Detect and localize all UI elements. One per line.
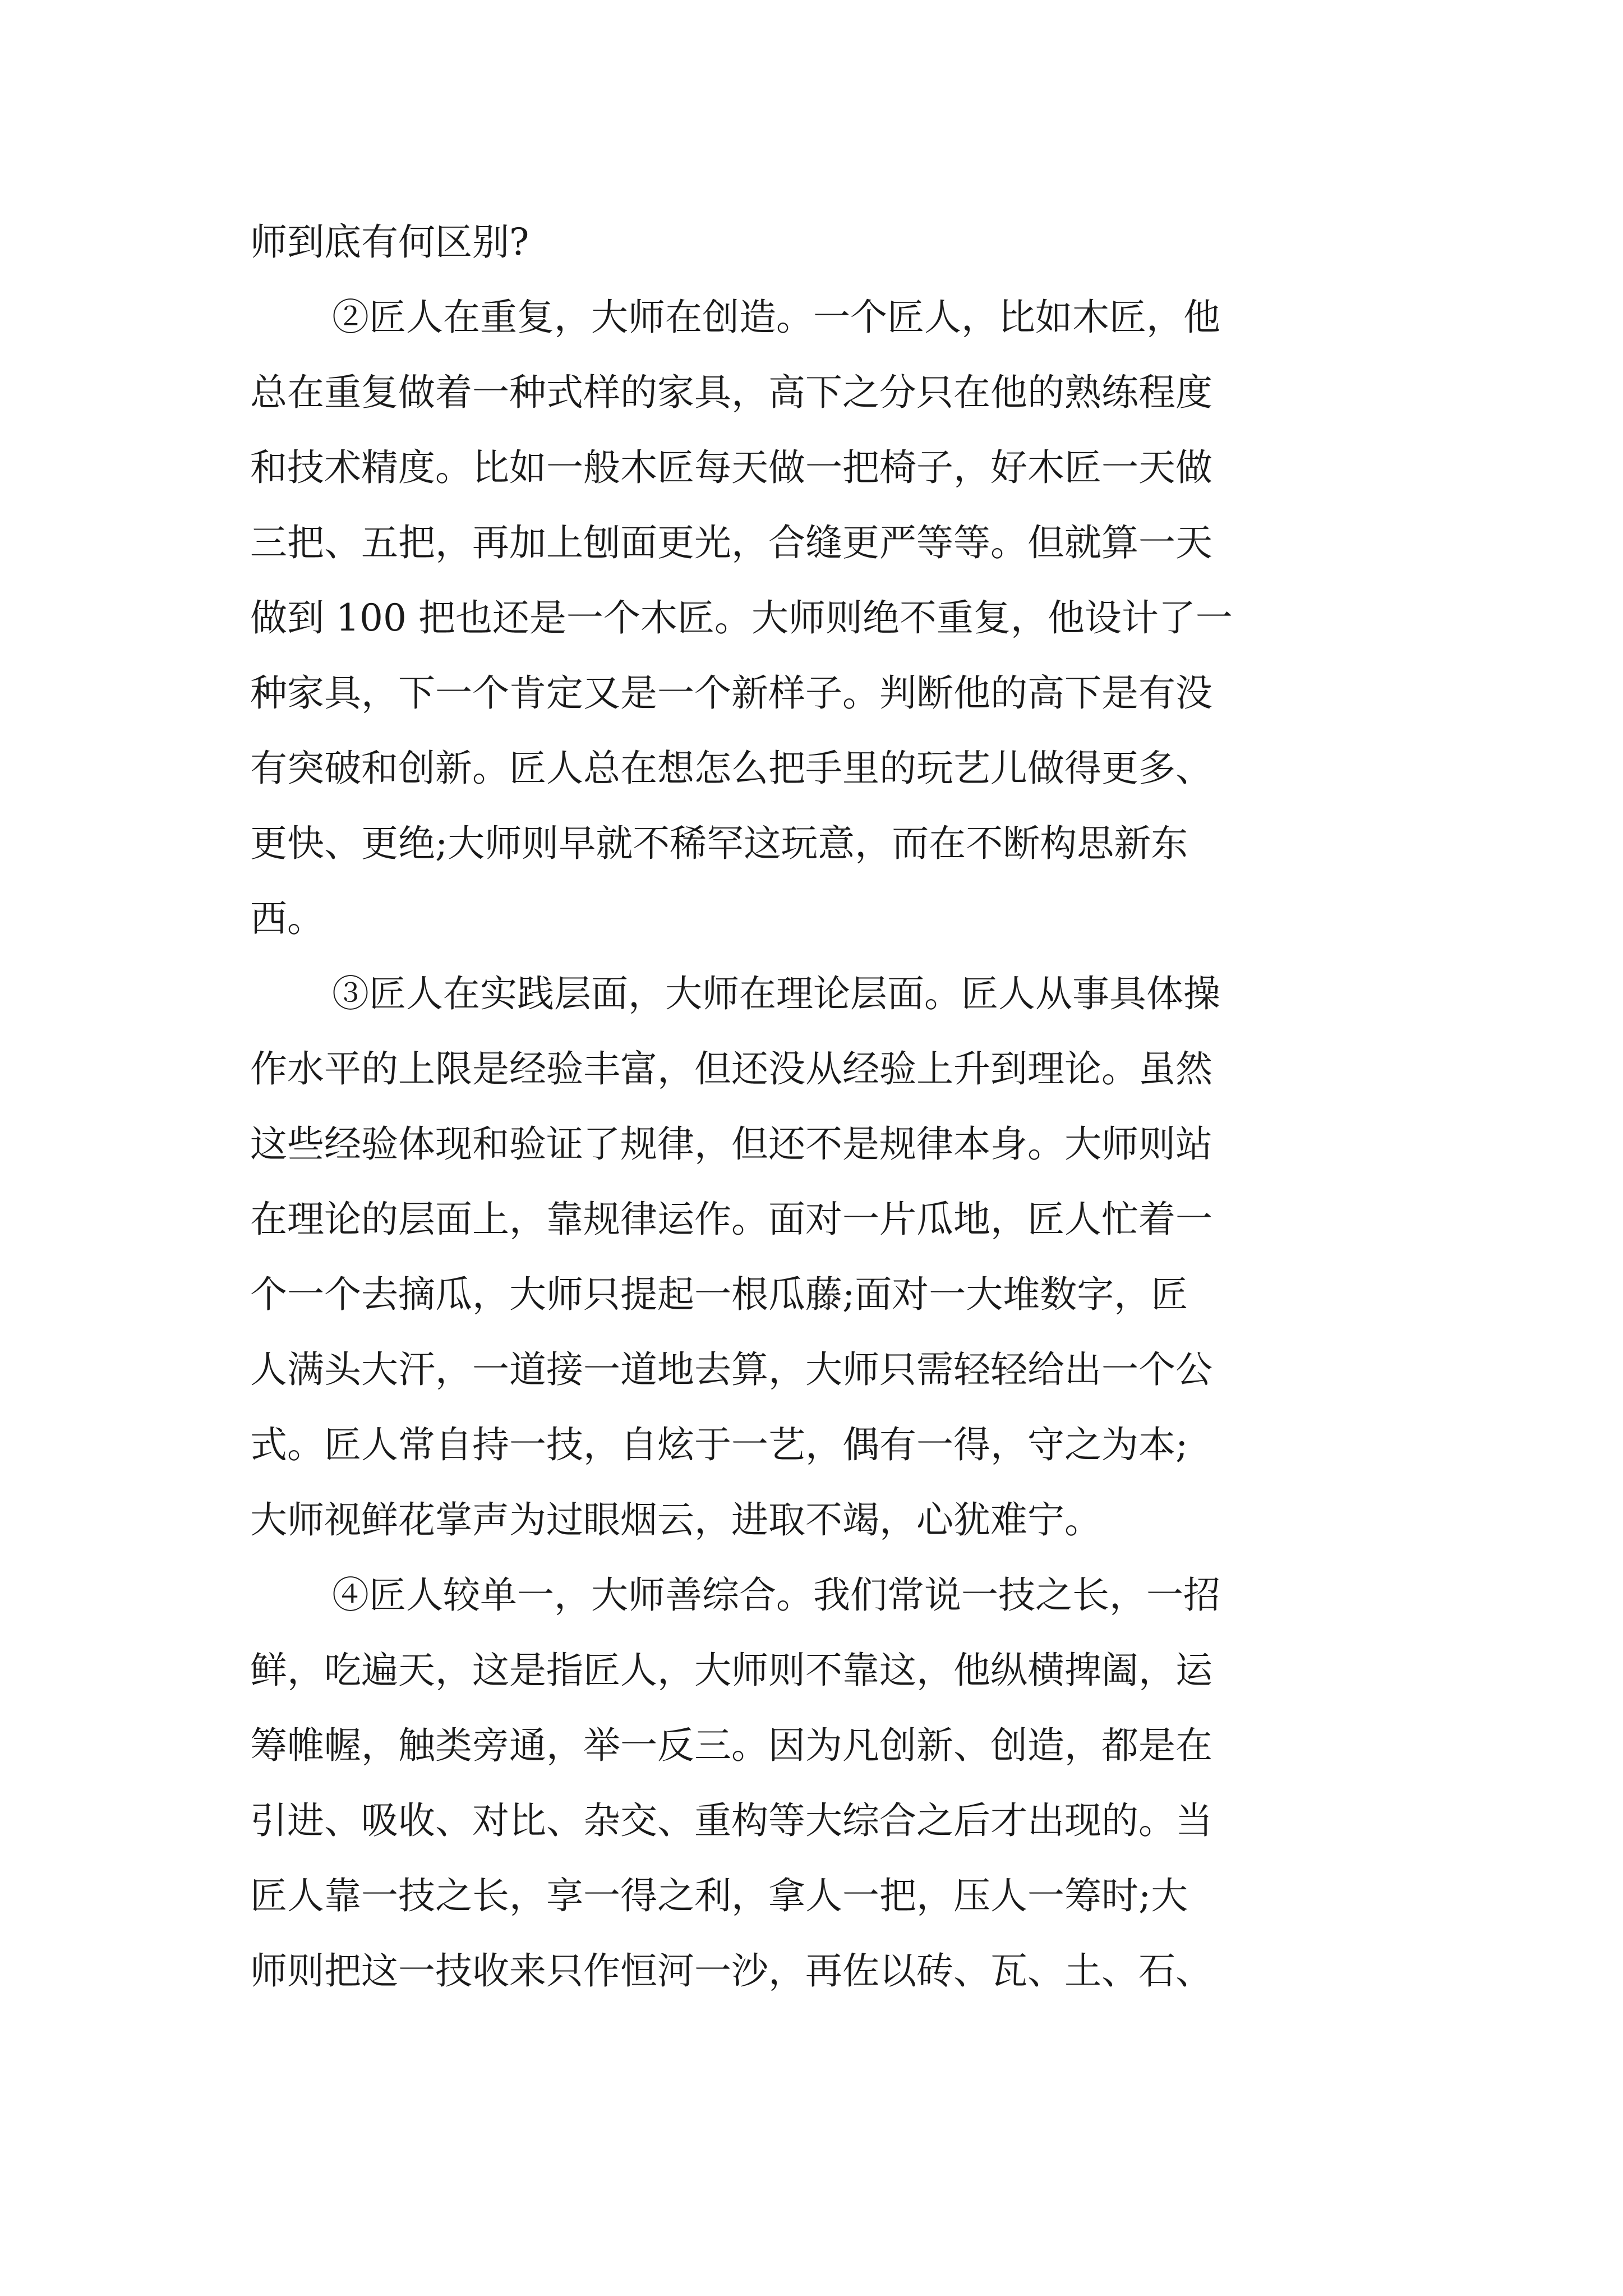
text-line: 大师视鲜花掌声为过眼烟云，进取不竭，心犹难宁。: [250, 1498, 1101, 1542]
text-line: 种家具，下一个肯定又是一个新样子。判断他的高下是有没: [250, 671, 1212, 715]
paragraph-4-start: ④匠人较单一，大师善综合。我们常说一技之长，一招: [332, 1573, 1220, 1617]
paragraph-2-start: ②匠人在重复，大师在创造。一个匠人，比如木匠，他: [332, 296, 1220, 339]
text-line: 匠人靠一技之长，享一得之利，拿人一把，压人一筹时;大: [250, 1874, 1188, 1917]
text-line: 式。匠人常自持一技，自炫于一艺，偶有一得，守之为本;: [250, 1423, 1188, 1466]
text-line: 筹帷幄，触类旁通，举一反三。因为凡创新、创造，都是在: [250, 1724, 1212, 1767]
text-line: 作水平的上限是经验丰富，但还没从经验上升到理论。虽然: [250, 1047, 1212, 1091]
text-line: 和技术精度。比如一般木匠每天做一把椅子，好木匠一天做: [250, 446, 1212, 489]
text-line: 在理论的层面上，靠规律运作。面对一片瓜地，匠人忙着一: [250, 1198, 1212, 1241]
text-line: 师则把这一技收来只作恒河一沙，再佐以砖、瓦、土、石、: [250, 1949, 1212, 1993]
text-line: 有突破和创新。匠人总在想怎么把手里的玩艺儿做得更多、: [250, 747, 1212, 790]
paragraph-3-start: ③匠人在实践层面，大师在理论层面。匠人从事具体操: [332, 972, 1220, 1015]
text-line: 个一个去摘瓜，大师只提起一根瓜藤;面对一大堆数字，匠: [250, 1273, 1188, 1316]
text-line: 师到底有何区别?: [250, 220, 529, 264]
text-line: 三把、五把，再加上刨面更光，合缝更严等等。但就算一天: [250, 521, 1212, 564]
text-line: 西。: [250, 897, 324, 940]
text-line: 鲜，吃遍天，这是指匠人，大师则不靠这，他纵横捭阖，运: [250, 1649, 1212, 1692]
text-line: 这些经验体现和验证了规律，但还不是规律本身。大师则站: [250, 1122, 1212, 1166]
text-line: 人满头大汗，一道接一道地去算，大师只需轻轻给出一个公: [250, 1348, 1212, 1391]
text-line: 做到 100 把也还是一个木匠。大师则绝不重复，他设计了一: [250, 596, 1233, 639]
text-line: 总在重复做着一种式样的家具，高下之分只在他的熟练程度: [250, 371, 1212, 414]
text-line: 更快、更绝;大师则早就不稀罕这玩意，而在不断构思新东: [250, 822, 1188, 865]
text-line: 引进、吸收、对比、杂交、重构等大综合之后才出现的。当: [250, 1799, 1212, 1842]
